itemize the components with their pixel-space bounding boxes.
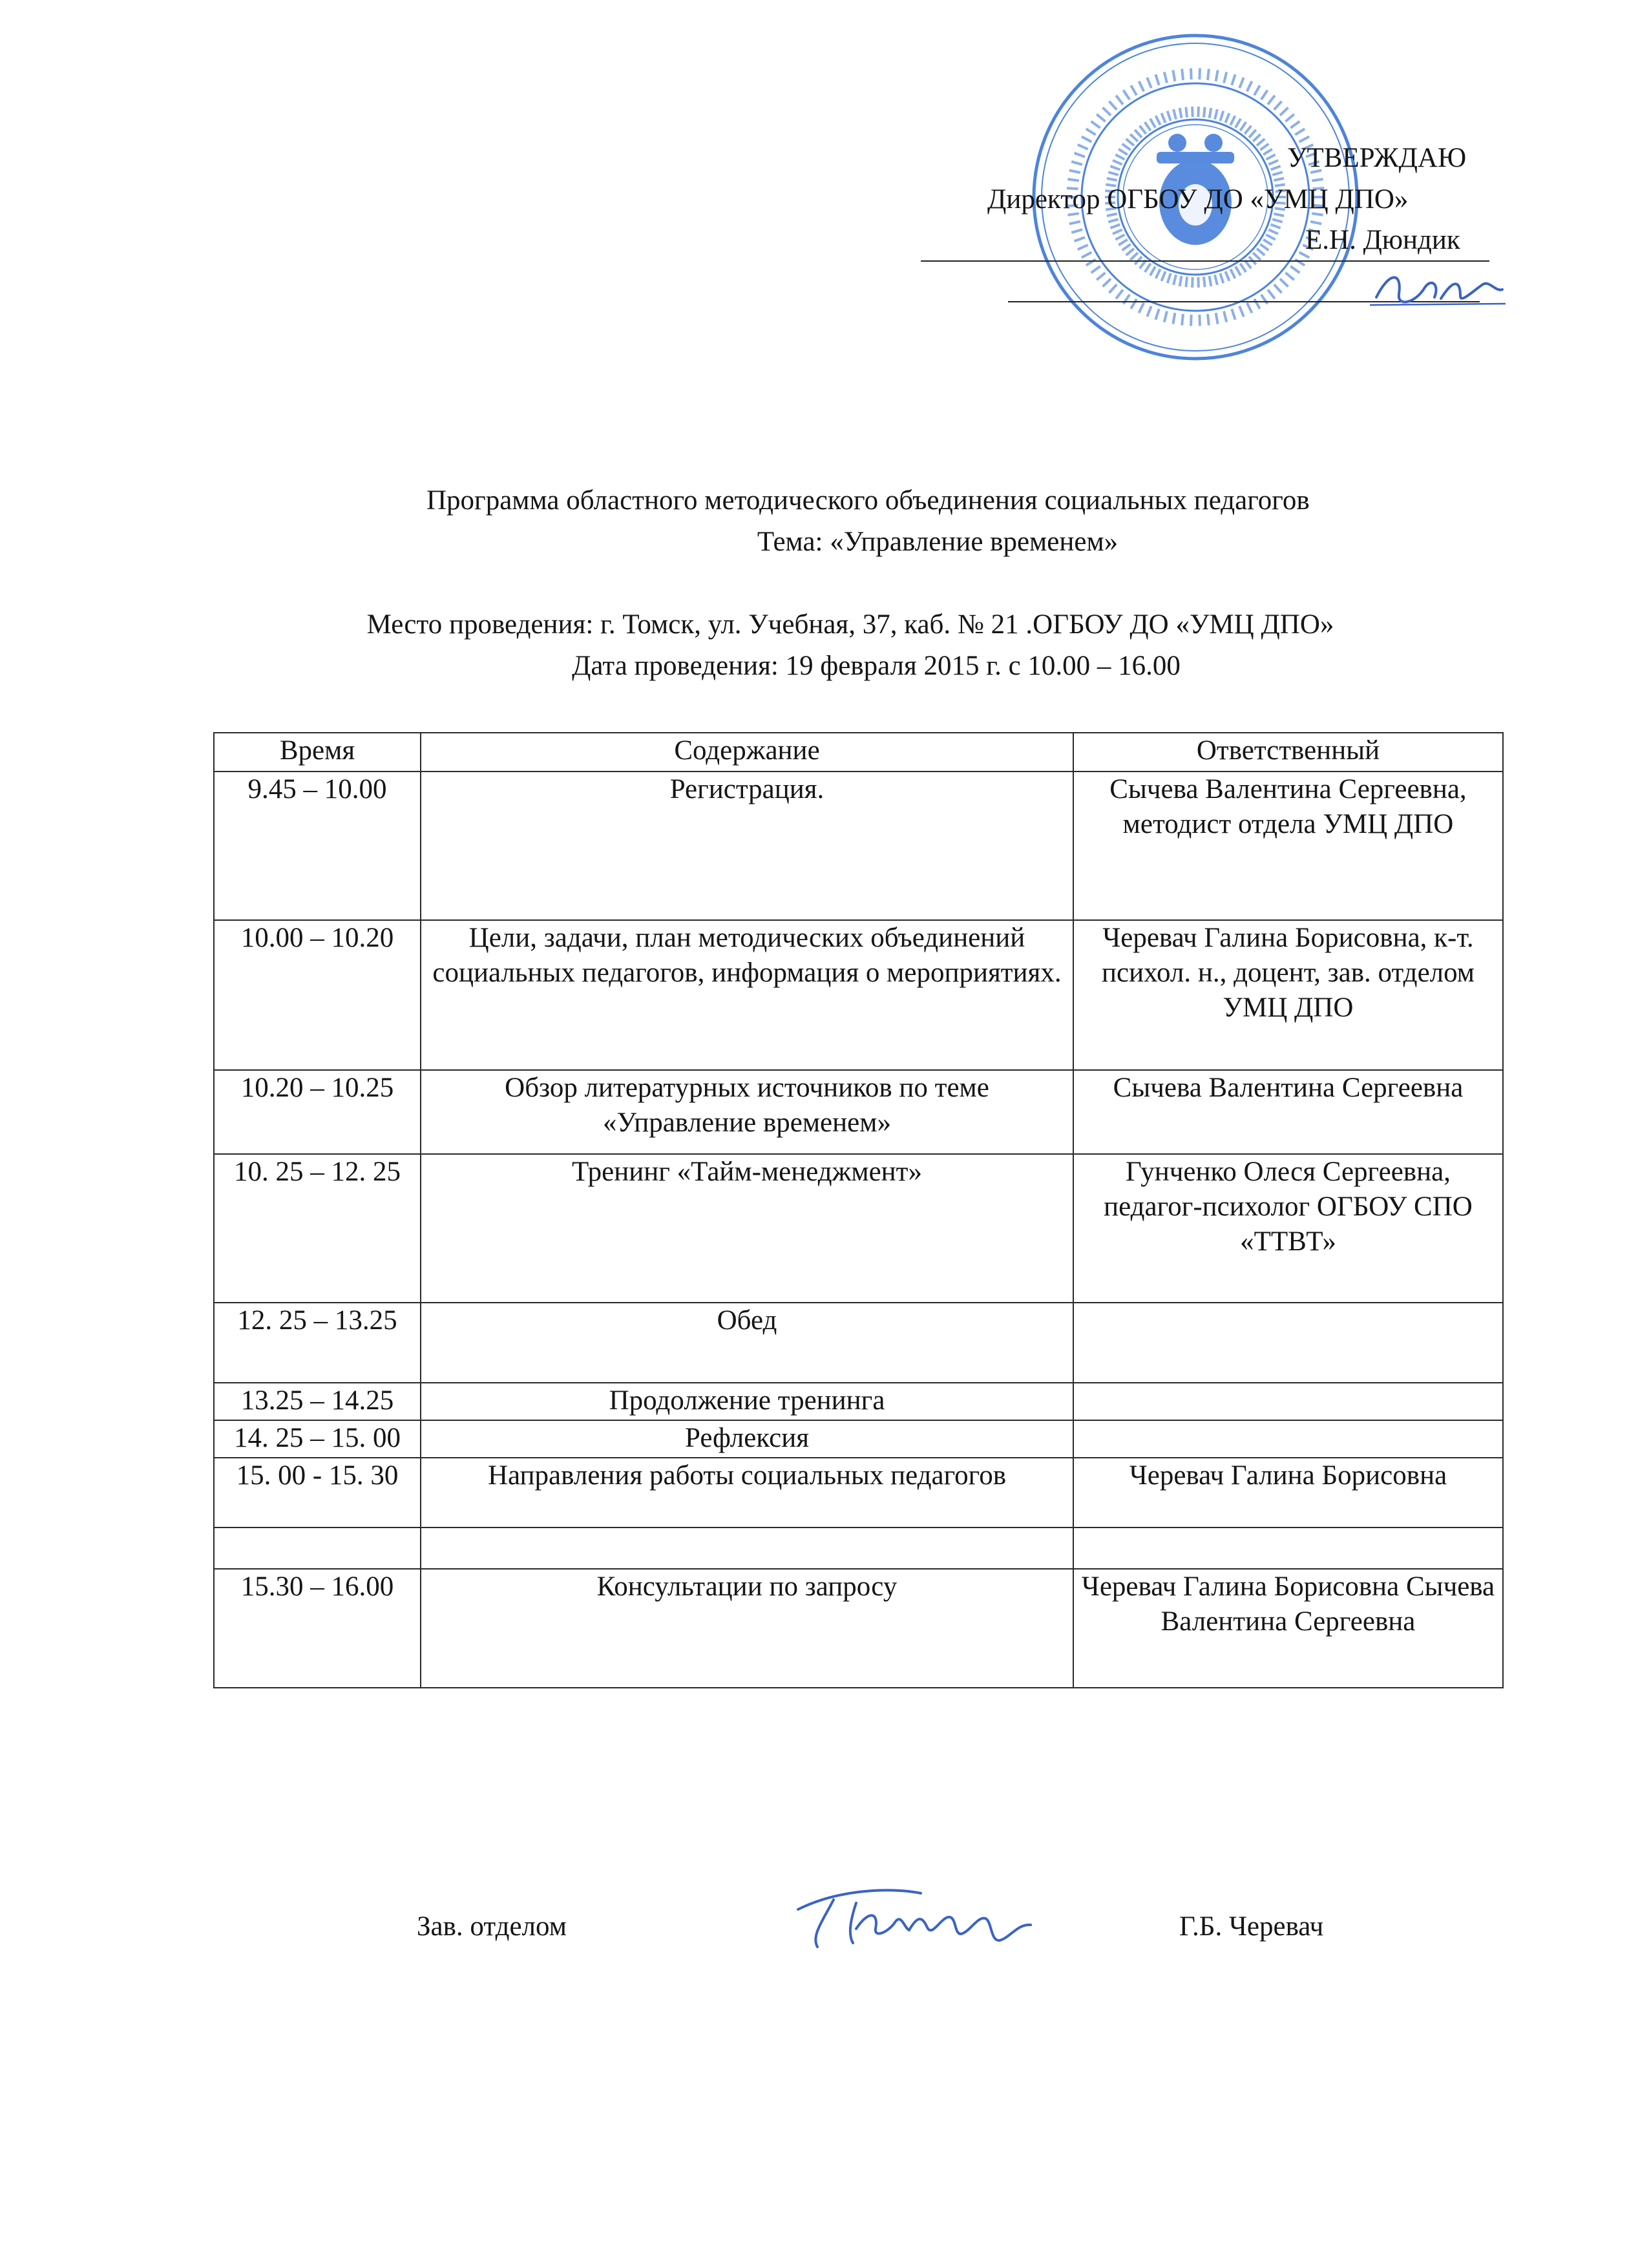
cell-time: 15.30 – 16.00: [214, 1569, 421, 1688]
schedule-table: [213, 732, 1504, 1688]
cell-time: 15. 00 - 15. 30: [214, 1458, 421, 1528]
cell-content: Консультации по запросу: [421, 1569, 1073, 1688]
program-title: Программа областного методического объединения социальных педагогов: [426, 485, 1310, 516]
cell-responsible: [1073, 1383, 1503, 1420]
cell-content: Регистрация.: [421, 772, 1073, 920]
cell-content: Цели, задачи, план методических объединений социальных педагогов, информация о мероприятиях.: [421, 920, 1073, 1070]
approval-title: УТВЕРЖДАЮ: [1287, 143, 1467, 173]
cell-responsible: [1073, 1528, 1503, 1569]
table-header-row: [214, 733, 1503, 772]
footer-signature-icon: [772, 1871, 1069, 1955]
cell-content: Рефлексия: [421, 1420, 1073, 1458]
table-row: [214, 1383, 1503, 1420]
cell-time: 14. 25 – 15. 00: [214, 1420, 421, 1458]
cell-responsible: Черевач Галина Борисовна: [1073, 1458, 1503, 1528]
program-theme: Тема: «Управление временем»: [757, 527, 1119, 557]
cell-time: 10. 25 – 12. 25: [214, 1154, 421, 1303]
cell-time: 12. 25 – 13.25: [214, 1303, 421, 1383]
cell-content: Обед: [421, 1303, 1073, 1383]
table-row: [214, 1303, 1503, 1383]
table-row: [214, 1458, 1503, 1528]
cell-time: 10.20 – 10.25: [214, 1070, 421, 1154]
table-row: [214, 772, 1503, 920]
cell-responsible: [1073, 1303, 1503, 1383]
header-time: Время: [214, 733, 421, 772]
cell-time: 9.45 – 10.00: [214, 772, 421, 920]
header-responsible: Ответственный: [1073, 733, 1503, 772]
cell-content: Продолжение тренинга: [421, 1383, 1073, 1420]
table-row: [214, 1154, 1503, 1303]
approval-name: Е.Н. Дюндик: [1305, 225, 1460, 255]
cell-responsible: Черевач Галина Борисовна Сычева Валентина Сергеевна: [1073, 1569, 1503, 1688]
cell-time: 13.25 – 14.25: [214, 1383, 421, 1420]
cell-time: 10.00 – 10.20: [214, 920, 421, 1070]
header-content: Содержание: [421, 733, 1073, 772]
cell-responsible: Сычева Валентина Сергеевна, методист отдела УМЦ ДПО: [1073, 772, 1503, 920]
cell-responsible: Гунченко Олеся Сергеевна, педагог-психолог ОГБОУ СПО «ТТВТ»: [1073, 1154, 1503, 1303]
table-row: [214, 920, 1503, 1070]
cell-content: Тренинг «Тайм-менеджмент»: [421, 1154, 1073, 1303]
approval-position: Директор ОГБОУ ДО «УМЦ ДПО»: [987, 184, 1409, 215]
event-place: Место проведения: г. Томск, ул. Учебная, 37, каб. № 21 .ОГБОУ ДО «УМЦ ДПО»: [366, 609, 1334, 640]
table-row: [214, 1528, 1503, 1569]
cell-responsible: [1073, 1420, 1503, 1458]
cell-responsible: Сычева Валентина Сергеевна: [1073, 1070, 1503, 1154]
cell-responsible: Черевач Галина Борисовна, к-т. психол. н., доцент, зав. отделом УМЦ ДПО: [1073, 920, 1503, 1070]
footer-position: Зав. отделом: [417, 1911, 567, 1942]
table-row: [214, 1569, 1503, 1688]
footer-name: Г.Б. Черевач: [1179, 1911, 1324, 1942]
cell-time: [214, 1528, 421, 1569]
cell-content: Обзор литературных источников по теме «Управление временем»: [421, 1070, 1073, 1154]
table-row: [214, 1420, 1503, 1458]
table-row: [214, 1070, 1503, 1154]
cell-content: Направления работы социальных педагогов: [421, 1458, 1073, 1528]
cell-content: [421, 1528, 1073, 1569]
event-date: Дата проведения: 19 февраля 2015 г. с 10.00 – 16.00: [572, 651, 1181, 681]
